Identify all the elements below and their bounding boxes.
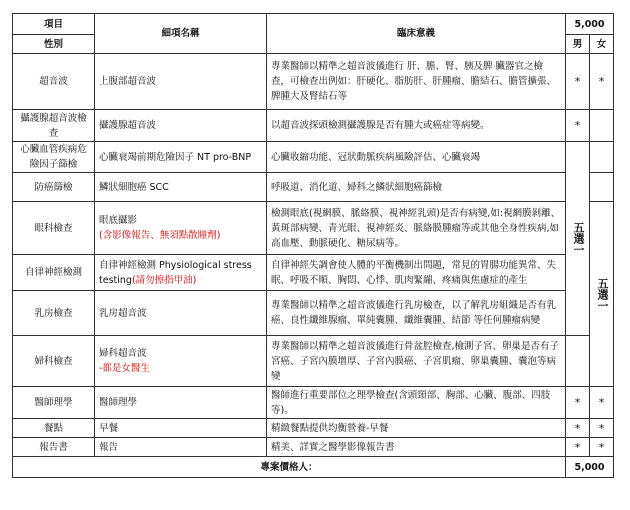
row-female-mark: * — [590, 438, 614, 457]
row-item: 心臟血管疾病危險因子篩檢 — [13, 142, 95, 173]
choose-one-male — [566, 142, 590, 336]
table-row — [13, 255, 614, 291]
row-meaning: 精美、詳實之醫學影像報告書 — [267, 438, 566, 457]
table-row — [13, 202, 614, 255]
table-row — [13, 438, 614, 457]
choose-one-male-text: 五選一 — [572, 222, 585, 255]
header-meaning: 臨床意義 — [267, 14, 566, 54]
row-item: 醫師理學 — [13, 387, 95, 419]
row-male-mark: * — [566, 438, 590, 457]
row-detail-note: (含影像報告、無須點散瞳劑) — [99, 230, 221, 241]
row-detail: 眼底攝影 — [99, 215, 138, 226]
header-detail: 細項名稱 — [95, 14, 267, 54]
row-meaning: 自律神經失調會使人體的平衡機制出問題，常見的胃腸功能異常、失眠、呼吸不順、胸悶、心悸、肌肉緊繃、疼痛與焦慮症的產生 — [267, 255, 566, 291]
choose-one-female — [590, 202, 614, 387]
table-row — [13, 419, 614, 438]
row-detail-cell — [95, 202, 267, 255]
header-gender: 性別 — [13, 35, 95, 54]
row-detail-note: (請勿擦指甲油) — [131, 274, 197, 286]
row-female-empty — [590, 110, 614, 142]
row-item: 攝護腺超音波檢查 — [13, 110, 95, 142]
row-detail: 早餐 — [95, 419, 267, 438]
row-meaning: 醫師進行重要部位之理學檢查(含頭頸部、胸部、心臟、腹部、四肢等)。 — [267, 387, 566, 419]
row-meaning: 專業醫師以精準之超音波儀進行乳房檢查，以了解乳房組織是否有乳癌、良性纖維腺瘤、單純囊腫、纖維囊腫、結節 等任何腫瘤病變 — [267, 291, 566, 336]
table-row — [13, 110, 614, 142]
row-item: 餐點 — [13, 419, 95, 438]
header-male: 男 — [566, 35, 590, 54]
row-male-mark: * — [566, 387, 590, 419]
row-detail: 鱗狀細胞癌 SCC — [95, 173, 267, 202]
footer-label: 專案價格人： — [13, 457, 566, 478]
row-detail: 自律神經檢測 Physiological stress testing — [99, 259, 252, 286]
header-item: 項目 — [13, 14, 95, 35]
row-male-mark: * — [566, 110, 590, 142]
row-item: 婦科檢查 — [13, 336, 95, 387]
row-detail: 心臟衰竭前期危險因子 NT pro-BNP — [95, 142, 267, 173]
row-female-empty — [590, 142, 614, 173]
row-item: 乳房檢查 — [13, 291, 95, 336]
table-row — [13, 54, 614, 110]
row-female-empty — [590, 173, 614, 202]
footer-row — [13, 457, 614, 478]
row-female-mark: * — [590, 54, 614, 110]
row-detail: 上腹部超音波 — [95, 54, 267, 110]
row-item: 眼科檢查 — [13, 202, 95, 255]
row-detail-cell — [95, 336, 267, 387]
table-row — [13, 291, 614, 336]
table-row — [13, 387, 614, 419]
row-male-mark: * — [566, 54, 590, 110]
row-detail: 醫師理學 — [95, 387, 267, 419]
checkup-package-table — [12, 13, 614, 478]
row-meaning: 心臟收縮功能、冠狀動脈疾病風險評估、心臟衰竭 — [267, 142, 566, 173]
table-row — [13, 142, 614, 173]
row-item: 自律神經檢測 — [13, 255, 95, 291]
row-detail: 婦科超音波 — [99, 348, 147, 359]
row-item: 超音波 — [13, 54, 95, 110]
header-female: 女 — [590, 35, 614, 54]
table-row — [13, 173, 614, 202]
row-item: 防癌篩檢 — [13, 173, 95, 202]
row-item: 報告書 — [13, 438, 95, 457]
row-detail: 乳房超音波 — [95, 291, 267, 336]
row-meaning: 檢測眼底(視網膜、脈絡膜、視神經乳頭)是否有病變,如:視網膜剝離、黃斑部病變、青光眼、視神經炎、脈絡膜腫瘤等或其他全身性疾病,如高血壓、動脈硬化、糖尿病等。 — [267, 202, 566, 255]
row-meaning: 專業醫師以精準之超音波儀進行骨盆腔檢查,檢測子宮、卵巢是否有子宮癌、子宮內膜增厚、子宮內膜癌、子宮肌瘤、卵巢囊腫、囊泡等病變 — [267, 336, 566, 387]
row-meaning: 以超音波探頭檢測攝護腺是否有腫大或癌症等病變。 — [267, 110, 566, 142]
choose-one-female-text: 五選一 — [596, 277, 609, 311]
table-row — [13, 336, 614, 387]
row-meaning: 專業醫師以精準之超音波儀進行 肝、膽、腎、胰及脾 臟器官之檢查，可檢查出例如：肝硬化、脂肪肝、肝腫瘤、膽結石、膽管擴張、脾腫大及腎結石等 — [267, 54, 566, 110]
row-female-mark: * — [590, 419, 614, 438]
header-price: 5,000 — [566, 14, 614, 35]
row-detail: 攝護腺超音波 — [95, 110, 267, 142]
row-female-mark: * — [590, 387, 614, 419]
row-detail-note: -都是女醫生 — [99, 363, 150, 374]
footer-price: 5,000 — [566, 457, 614, 478]
row-male-empty — [566, 336, 590, 387]
row-male-mark: * — [566, 419, 590, 438]
row-detail-cell — [95, 255, 267, 291]
row-meaning: 呼吸道、消化道、婦科之鱗狀細胞癌篩檢 — [267, 173, 566, 202]
row-detail: 報告 — [95, 438, 267, 457]
row-meaning: 精緻餐點提供均衡營養-早餐 — [267, 419, 566, 438]
